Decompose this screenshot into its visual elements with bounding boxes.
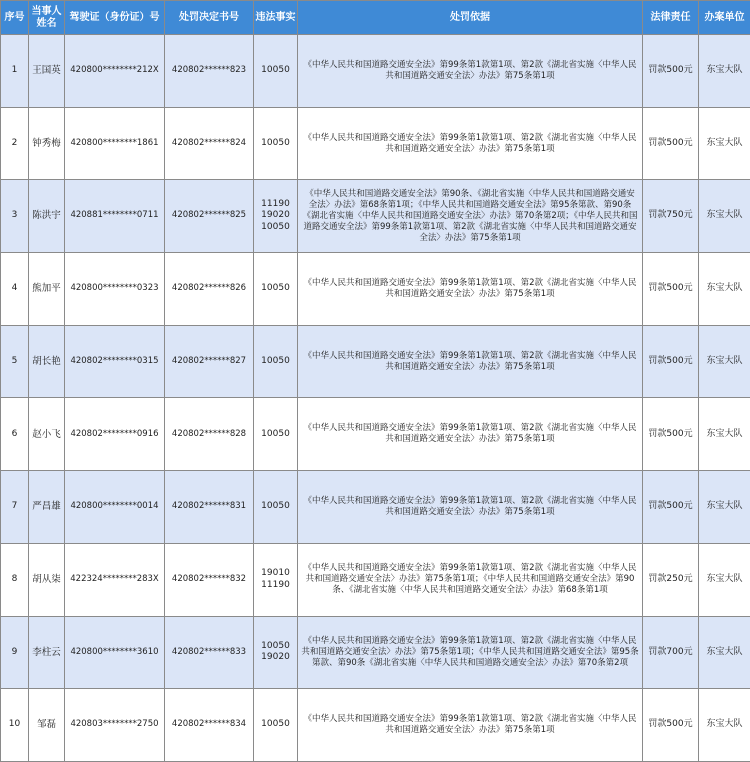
cell-license: 420800********0014 (65, 471, 165, 544)
table-row (1, 398, 750, 471)
cell-liability: 罚款500元 (643, 398, 699, 471)
cell-name: 胡从柒 (29, 543, 65, 616)
cell-no: 5 (1, 325, 29, 398)
cell-unit: 东宝大队 (699, 253, 750, 326)
cell-decision: 420802******823 (165, 35, 254, 108)
cell-liability: 罚款500元 (643, 325, 699, 398)
cell-decision: 420802******828 (165, 398, 254, 471)
cell-basis: 《中华人民共和国道路交通安全法》第99条第1款第1项、第2款《湖北省实施〈中华人民共和国道路交通安全法〉办法》第75条第1项；《中华人民共和国道路交通安全法》第95条第款、第90条《湖北省实施〈中华人民共和国道路交通安全法〉办法》第70条第2项 (298, 616, 643, 689)
cell-name: 邹磊 (29, 689, 65, 762)
header-fact: 违法事实 (254, 1, 298, 35)
cell-license: 420800********1861 (65, 107, 165, 180)
cell-fact: 10050 19020 (254, 616, 298, 689)
header-name: 当事人姓名 (29, 1, 65, 35)
cell-no: 1 (1, 35, 29, 108)
cell-name: 陈洪宇 (29, 180, 65, 253)
cell-no: 6 (1, 398, 29, 471)
cell-basis: 《中华人民共和国道路交通安全法》第99条第1款第1项、第2款《湖北省实施〈中华人民共和国道路交通安全法〉办法》第75条第1项 (298, 398, 643, 471)
cell-unit: 东宝大队 (699, 543, 750, 616)
cell-unit: 东宝大队 (699, 471, 750, 544)
cell-fact: 10050 (254, 253, 298, 326)
cell-no: 9 (1, 616, 29, 689)
cell-no: 2 (1, 107, 29, 180)
cell-fact: 10050 (254, 689, 298, 762)
cell-fact: 10050 (254, 471, 298, 544)
cell-fact: 10050 (254, 398, 298, 471)
cell-fact: 10050 (254, 35, 298, 108)
cell-name: 王国英 (29, 35, 65, 108)
cell-basis: 《中华人民共和国道路交通安全法》第99条第1款第1项、第2款《湖北省实施〈中华人民共和国道路交通安全法〉办法》第75条第1项；《中华人民共和国道路交通安全法》第90条、《湖北省实施〈中华人民共和国道路交通安全法〉办法》第68条第1项 (298, 543, 643, 616)
cell-unit: 东宝大队 (699, 180, 750, 253)
cell-license: 420802********0315 (65, 325, 165, 398)
header-decision: 处罚决定书号 (165, 1, 254, 35)
cell-license: 420802********0916 (65, 398, 165, 471)
cell-basis: 《中华人民共和国道路交通安全法》第90条、《湖北省实施〈中华人民共和国道路交通安全法〉办法》第68条第1项；《中华人民共和国道路交通安全法》第95条第款、第90条《湖北省实施〈中华人民共和国道路交通安全法〉办法》第70条第2项；《中华人民共和国道路交通安全法》第99条第1款第1项、第2款《湖北省实施〈中华人民共和国道路交通安全法〉办法》第75条第1项 (298, 180, 643, 253)
table-row (1, 616, 750, 689)
cell-name: 李柱云 (29, 616, 65, 689)
cell-liability: 罚款500元 (643, 471, 699, 544)
cell-name: 严昌雄 (29, 471, 65, 544)
cell-no: 7 (1, 471, 29, 544)
cell-liability: 罚款700元 (643, 616, 699, 689)
cell-basis: 《中华人民共和国道路交通安全法》第99条第1款第1项、第2款《湖北省实施〈中华人民共和国道路交通安全法〉办法》第75条第1项 (298, 107, 643, 180)
cell-fact: 19010 11190 (254, 543, 298, 616)
cell-no: 10 (1, 689, 29, 762)
cell-name: 钟秀梅 (29, 107, 65, 180)
table-row (1, 543, 750, 616)
table-row (1, 180, 750, 253)
cell-unit: 东宝大队 (699, 689, 750, 762)
cell-decision: 420802******826 (165, 253, 254, 326)
cell-decision: 420802******824 (165, 107, 254, 180)
cell-liability: 罚款500元 (643, 107, 699, 180)
cell-unit: 东宝大队 (699, 325, 750, 398)
cell-decision: 420802******833 (165, 616, 254, 689)
table-row (1, 325, 750, 398)
cell-license: 420800********3610 (65, 616, 165, 689)
table-row (1, 253, 750, 326)
header-liability: 法律责任 (643, 1, 699, 35)
cell-no: 3 (1, 180, 29, 253)
cell-basis: 《中华人民共和国道路交通安全法》第99条第1款第1项、第2款《湖北省实施〈中华人民共和国道路交通安全法〉办法》第75条第1项 (298, 689, 643, 762)
header-no: 序号 (1, 1, 29, 35)
cell-name: 胡长艳 (29, 325, 65, 398)
cell-license: 420803********2750 (65, 689, 165, 762)
cell-basis: 《中华人民共和国道路交通安全法》第99条第1款第1项、第2款《湖北省实施〈中华人民共和国道路交通安全法〉办法》第75条第1项 (298, 471, 643, 544)
cell-liability: 罚款250元 (643, 543, 699, 616)
cell-liability: 罚款500元 (643, 689, 699, 762)
cell-license: 420881********0711 (65, 180, 165, 253)
cell-name: 赵小飞 (29, 398, 65, 471)
cell-fact: 11190 19020 10050 (254, 180, 298, 253)
cell-liability: 罚款500元 (643, 35, 699, 108)
table-row (1, 107, 750, 180)
cell-unit: 东宝大队 (699, 107, 750, 180)
cell-unit: 东宝大队 (699, 35, 750, 108)
cell-license: 420800********0323 (65, 253, 165, 326)
cell-fact: 10050 (254, 325, 298, 398)
table-row (1, 689, 750, 762)
cell-basis: 《中华人民共和国道路交通安全法》第99条第1款第1项、第2款《湖北省实施〈中华人民共和国道路交通安全法〉办法》第75条第1项 (298, 35, 643, 108)
cell-license: 420800********212X (65, 35, 165, 108)
table-row (1, 471, 750, 544)
cell-unit: 东宝大队 (699, 398, 750, 471)
cell-decision: 420802******827 (165, 325, 254, 398)
cell-decision: 420802******831 (165, 471, 254, 544)
cell-decision: 420802******825 (165, 180, 254, 253)
cell-decision: 420802******834 (165, 689, 254, 762)
cell-decision: 420802******832 (165, 543, 254, 616)
cell-license: 422324********283X (65, 543, 165, 616)
cell-fact: 10050 (254, 107, 298, 180)
header-basis: 处罚依据 (298, 1, 643, 35)
table-row (1, 35, 750, 108)
table-body (1, 35, 750, 762)
cell-liability: 罚款500元 (643, 253, 699, 326)
cell-no: 8 (1, 543, 29, 616)
header-unit: 办案单位 (699, 1, 750, 35)
cell-liability: 罚款750元 (643, 180, 699, 253)
header-license: 驾驶证（身份证）号 (65, 1, 165, 35)
cell-basis: 《中华人民共和国道路交通安全法》第99条第1款第1项、第2款《湖北省实施〈中华人民共和国道路交通安全法〉办法》第75条第1项 (298, 253, 643, 326)
cell-unit: 东宝大队 (699, 616, 750, 689)
cell-basis: 《中华人民共和国道路交通安全法》第99条第1款第1项、第2款《湖北省实施〈中华人民共和国道路交通安全法〉办法》第75条第1项 (298, 325, 643, 398)
cell-no: 4 (1, 253, 29, 326)
header-row (1, 1, 750, 35)
cell-name: 熊加平 (29, 253, 65, 326)
